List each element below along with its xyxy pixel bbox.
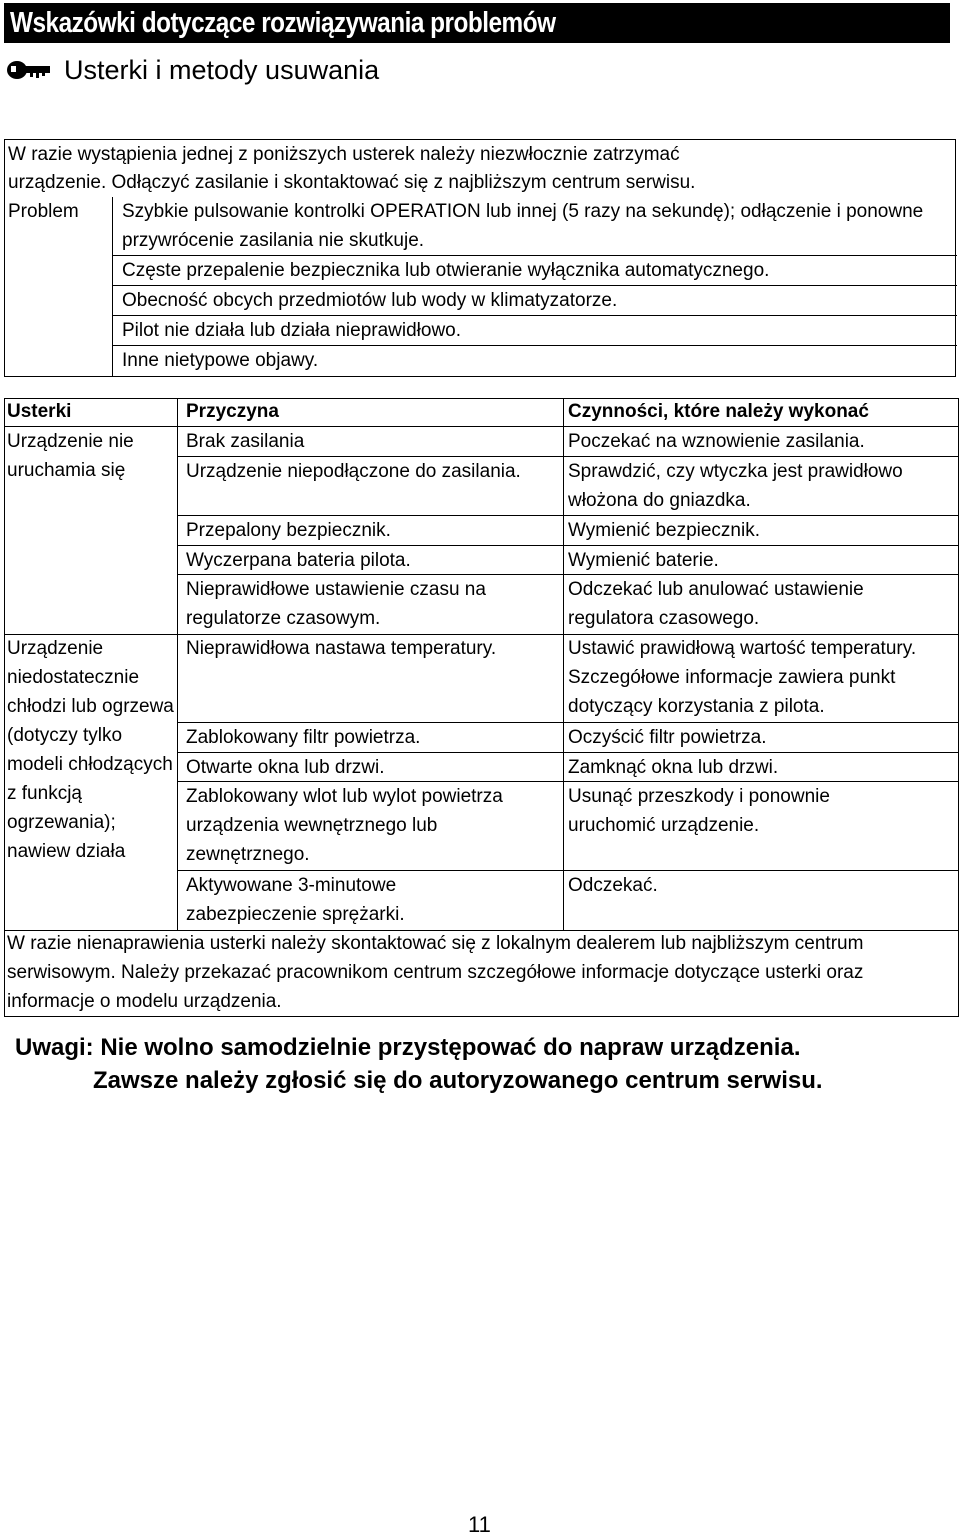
action-cell: Sprawdzić, czy wtyczka jest prawidłowo włożona do gniazdka. — [568, 461, 903, 511]
action-cell: Oczyścić filtr powietrza. — [568, 727, 767, 748]
troubleshooting-table — [4, 398, 959, 1017]
subtitle-text: Usterki i metody usuwania — [64, 55, 380, 85]
fault-cell: Urządzenie niedostatecznie chłodzi lub ogrzewa (dotyczy tylko modeli chłodzących z funkcją ogrzewania); nawiew działa — [7, 638, 174, 862]
action-cell: Odczekać. — [568, 875, 658, 896]
warning-box — [4, 139, 956, 377]
action-cell: Zamknąć okna lub drzwi. — [568, 757, 779, 778]
cause-cell: Brak zasilania — [186, 431, 305, 452]
intro-line-1: W razie wystąpienia jednej z poniższych usterek należy niezwłocznie zatrzymać — [8, 144, 680, 165]
cause-cell: Nieprawidłowe ustawienie czasu na regulatorze czasowym. — [186, 579, 486, 629]
action-cell: Wymienić bezpiecznik. — [568, 520, 761, 541]
symptom-item: Obecność obcych przedmiotów lub wody w klimatyzatorze. — [113, 285, 957, 315]
symptom-item: Pilot nie działa lub działa nieprawidłowo. — [113, 315, 957, 345]
note-line-1: Uwagi: Nie wolno samodzielnie przystępować do napraw urządzenia. — [15, 1034, 801, 1061]
symptom-item: Inne nietypowe objawy. — [113, 345, 957, 375]
symptom-item: Częste przepalenie bezpiecznika lub otwieranie wyłącznika automatycznego. — [113, 255, 957, 285]
cause-cell: Zablokowany filtr powietrza. — [186, 727, 421, 748]
column-divider — [177, 399, 178, 930]
action-cell: Wymienić baterie. — [568, 550, 719, 571]
header-fault: Usterki — [7, 401, 72, 422]
page-number: 11 — [468, 1512, 491, 1537]
note-line-2: Zawsze należy zgłosić się do autoryzowanego centrum serwisu. — [93, 1067, 823, 1094]
header-action: Czynności, które należy wykonać — [568, 401, 869, 422]
cause-cell: Otwarte okna lub drzwi. — [186, 757, 385, 778]
problem-label: Problem — [8, 201, 79, 222]
key-icon — [6, 57, 52, 83]
cause-cell: Zablokowany wlot lub wylot powietrza urządzenia wewnętrznego lub zewnętrznego. — [186, 786, 503, 865]
header-cause: Przyczyna — [186, 401, 279, 422]
cause-cell: Przepalony bezpiecznik. — [186, 520, 391, 541]
action-cell: Odczekać lub anulować ustawienie regulatora czasowego. — [568, 579, 864, 629]
action-cell: Poczekać na wznowienie zasilania. — [568, 431, 865, 452]
fault-cell: Urządzenie nie uruchamia się — [7, 431, 134, 481]
intro-line-2: urządzenie. Odłączyć zasilanie i skontaktować się z najbliższym centrum serwisu. — [8, 172, 696, 193]
table-footer-note: W razie nienaprawienia usterki należy skontaktować się z lokalnym dealerem lub najbliższym centrum serwisowym. Należy przekazać pracownikom centrum szczegółowe informacje dotyczące usterki oraz informacje o modelu urządzenia. — [7, 933, 864, 1012]
section-title-bar — [4, 3, 950, 43]
cause-cell: Nieprawidłowa nastawa temperatury. — [186, 638, 497, 659]
cause-cell: Wyczerpana bateria pilota. — [186, 550, 411, 571]
action-cell: Ustawić prawidłową wartość temperatury. Szczegółowe informacje zawiera punkt dotyczący korzystania z pilota. — [568, 638, 917, 717]
symptom-list — [112, 197, 958, 376]
cause-cell: Aktywowane 3-minutowe zabezpieczenie sprężarki. — [186, 875, 405, 925]
action-cell: Usunąć przeszkody i ponownie uruchomić urządzenie. — [568, 786, 830, 836]
column-divider — [563, 399, 564, 930]
section-title: Wskazówki dotyczące rozwiązywania problemów — [10, 7, 556, 39]
symptom-item: Szybkie pulsowanie kontrolki OPERATION lub innej (5 razy na sekundę); odłączenie i ponowne przywrócenie zasilania nie skutkuje. — [122, 201, 924, 251]
cause-cell: Urządzenie niepodłączone do zasilania. — [186, 461, 521, 482]
